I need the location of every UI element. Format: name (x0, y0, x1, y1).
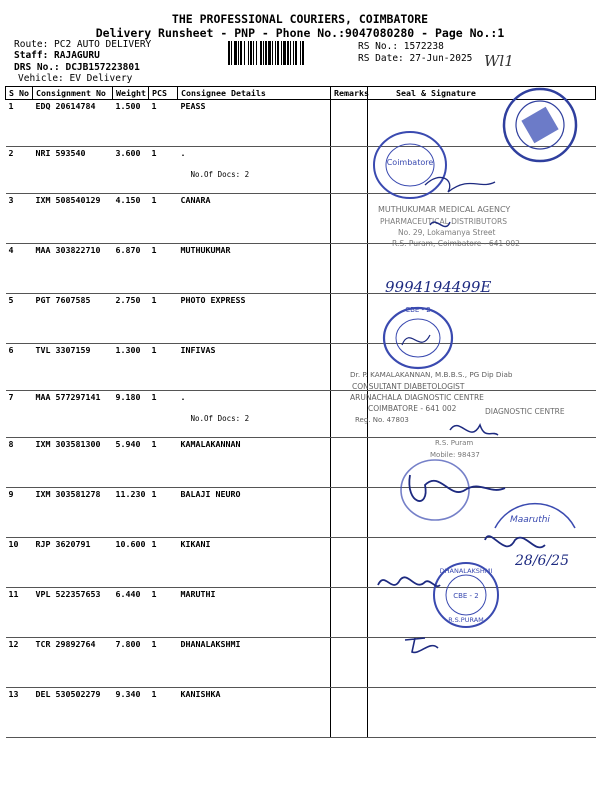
stamp-pharmacy-line4: R.S. Puram, Coimbatore - 641 002 (392, 239, 520, 248)
cell-weight: 5.940 (113, 438, 149, 488)
handwritten-phone: 9994194499E (385, 278, 492, 296)
table-row (6, 194, 596, 244)
rs-date: RS Date: 27-Jun-2025 (358, 53, 473, 64)
cell-consignee: CANARA (178, 194, 331, 244)
table-row (6, 688, 596, 738)
cell-remarks (331, 344, 368, 391)
stamp-maruthi-text: Maaruthi (510, 515, 550, 525)
stamp-doctor-line1: Dr. P. KAMALAKANNAN, M.B.B.S., PG Dip Diab (350, 370, 513, 379)
cell-weight: 11.230 (113, 488, 149, 538)
cell-consignment: VPL 522357653 (33, 588, 113, 638)
cell-consignment: TVL 3307159 (33, 344, 113, 391)
cell-weight: 10.600 (113, 538, 149, 588)
cell-weight: 9.340 (113, 688, 149, 738)
stamp-coimbatore-text: Coimbatore (386, 158, 434, 167)
cell-seal (368, 638, 596, 688)
vehicle-label: Vehicle: EV Delivery (18, 73, 133, 84)
cell-pcs: 1 (149, 344, 178, 391)
cell-consignee: KANISHKA (178, 688, 331, 738)
cell-remarks (331, 688, 368, 738)
stamp-dhanalakshmi-mid: CBE - 2 (453, 592, 479, 600)
stamp-doctor-line2: CONSULTANT DIABETOLOGIST (352, 382, 465, 391)
cell-pcs: 1 (149, 488, 178, 538)
cell-consignee: . No.Of Docs: 2 (178, 147, 331, 194)
cell-sno: 8 (6, 438, 33, 488)
cell-pcs: 1 (149, 638, 178, 688)
cell-sno: 3 (6, 194, 33, 244)
cell-seal (368, 538, 596, 588)
cell-sno: 2 (6, 147, 33, 194)
company-title: THE PROFESSIONAL COURIERS, COIMBATORE (171, 12, 429, 26)
cell-remarks (331, 294, 368, 344)
table-header-row (6, 87, 596, 100)
cell-pcs: 1 (149, 194, 178, 244)
cell-seal (368, 688, 596, 738)
cell-seal (368, 194, 596, 244)
table-row (6, 391, 596, 438)
stamp-doctor-line5: Reg. No. 47803 (355, 416, 409, 424)
cell-seal (368, 147, 596, 194)
stamp-pharmacy-line3: No. 29, Lokamanya Street (398, 228, 496, 237)
docs-note: No.Of Docs: 2 (190, 414, 250, 423)
stamp-neuro-line2: R.S. Puram (435, 439, 474, 447)
cell-pcs: 1 (149, 147, 178, 194)
cell-pcs: 1 (149, 588, 178, 638)
cell-consignee: KAMALAKANNAN (178, 438, 331, 488)
cell-pcs: 1 (149, 100, 178, 147)
cell-seal (368, 588, 596, 638)
cell-weight: 4.150 (113, 194, 149, 244)
table-row (6, 294, 596, 344)
cell-seal (368, 438, 596, 488)
table-row (6, 488, 596, 538)
stamp-infivas-center: CBE - 2 (405, 306, 431, 314)
cell-pcs: 1 (149, 538, 178, 588)
cell-weight: 6.870 (113, 244, 149, 294)
runsheet-table (5, 86, 596, 738)
cell-consignee: INFIVAS (178, 344, 331, 391)
cell-seal (368, 391, 596, 438)
cell-consignee: KIKANI (178, 538, 331, 588)
cell-seal (368, 488, 596, 538)
cell-remarks (331, 588, 368, 638)
stamp-pharmacy-line1: MUTHUKUMAR MEDICAL AGENCY (378, 205, 511, 214)
col-header-sno: S No (6, 87, 33, 100)
cell-consignment: EDQ 20614784 (33, 100, 113, 147)
cell-consignment: RJP 3620791 (33, 538, 113, 588)
table-row (6, 588, 596, 638)
col-header-consignee: Consignee Details (178, 87, 331, 100)
cell-sno: 13 (6, 688, 33, 738)
cell-consignment: IXM 303581300 (33, 438, 113, 488)
cell-pcs: 1 (149, 688, 178, 738)
cell-remarks (331, 100, 368, 147)
table-row (6, 438, 596, 488)
cell-pcs: 1 (149, 294, 178, 344)
cell-consignment: TCR 29892764 (33, 638, 113, 688)
stamp-pharmacy-line2: PHARMACEUTICAL DISTRIBUTORS (380, 217, 508, 226)
table-row (6, 344, 596, 391)
cell-sno: 7 (6, 391, 33, 438)
cell-sno: 6 (6, 344, 33, 391)
table-row (6, 638, 596, 688)
stamp-neuro-line1: DIAGNOSTIC CENTRE (485, 407, 565, 416)
route-label: Route: PC2 AUTO DELIVERY (14, 39, 152, 50)
cell-consignee: MUTHUKUMAR (178, 244, 331, 294)
col-header-pcs: PCS (149, 87, 178, 100)
table-row (6, 147, 596, 194)
cell-sno: 11 (6, 588, 33, 638)
barcode-icon (228, 41, 354, 65)
table-row (6, 538, 596, 588)
cell-weight: 9.180 (113, 391, 149, 438)
cell-consignment: DEL 530502279 (33, 688, 113, 738)
cell-pcs: 1 (149, 244, 178, 294)
cell-pcs: 1 (149, 391, 178, 438)
cell-consignee: DHANALAKSHMI (178, 638, 331, 688)
cell-remarks (331, 538, 368, 588)
cell-seal (368, 294, 596, 344)
staff-label: Staff: RAJAGURU (14, 50, 100, 61)
cell-remarks (331, 638, 368, 688)
cell-seal (368, 100, 596, 147)
col-header-consignment: Consignment No (33, 87, 113, 100)
cell-pcs: 1 (149, 438, 178, 488)
drs-number: DRS No.: DCJB157223801 (14, 62, 140, 73)
cell-consignee: . No.Of Docs: 2 (178, 391, 331, 438)
cell-sno: 9 (6, 488, 33, 538)
cell-consignment: PGT 7607585 (33, 294, 113, 344)
rs-number: RS No.: 1572238 (358, 41, 444, 52)
stamp-doctor-line3: ARUNACHALA DIAGNOSTIC CENTRE (350, 393, 484, 402)
cell-seal (368, 344, 596, 391)
cell-consignment: NRI 593540 (33, 147, 113, 194)
cell-weight: 3.600 (113, 147, 149, 194)
top-right-handwritten-mark: Wl1 (484, 52, 514, 70)
cell-consignment: MAA 303822710 (33, 244, 113, 294)
cell-weight: 1.500 (113, 100, 149, 147)
table-row (6, 244, 596, 294)
cell-weight: 2.750 (113, 294, 149, 344)
handwritten-date: 28/6/25 (515, 553, 569, 569)
cell-seal (368, 244, 596, 294)
cell-remarks (331, 391, 368, 438)
col-header-remarks: Remarks (331, 87, 368, 100)
cell-remarks (331, 194, 368, 244)
cell-consignee: PHOTO EXPRESS (178, 294, 331, 344)
cell-remarks (331, 488, 368, 538)
stamp-dhanalakshmi-bottom: R.S.PURAM (448, 616, 484, 624)
cell-sno: 5 (6, 294, 33, 344)
cell-sno: 4 (6, 244, 33, 294)
cell-sno: 1 (6, 100, 33, 147)
col-header-weight: Weight (113, 87, 149, 100)
runsheet-title: Delivery Runsheet - PNP - Phone No.:9047080280 - Page No.:1 (95, 26, 505, 40)
cell-weight: 6.440 (113, 588, 149, 638)
stamp-doctor-line4: COIMBATORE - 641 002 (368, 404, 457, 413)
cell-consignment: IXM 508540129 (33, 194, 113, 244)
stamp-dhanalakshmi-top: DHANALAKSHMI (439, 567, 493, 575)
cell-consignment: MAA 577297141 (33, 391, 113, 438)
cell-consignment: IXM 303581278 (33, 488, 113, 538)
docs-note: No.Of Docs: 2 (190, 170, 250, 179)
cell-consignee: BALAJI NEURO (178, 488, 331, 538)
cell-sno: 10 (6, 538, 33, 588)
cell-weight: 7.800 (113, 638, 149, 688)
cell-consignee: MARUTHI (178, 588, 331, 638)
col-header-seal: Seal & Signature (368, 87, 596, 100)
cell-remarks (331, 438, 368, 488)
cell-remarks (331, 244, 368, 294)
table-row (6, 100, 596, 147)
cell-weight: 1.300 (113, 344, 149, 391)
cell-sno: 12 (6, 638, 33, 688)
cell-consignee: PEASS (178, 100, 331, 147)
cell-remarks (331, 147, 368, 194)
stamp-neuro-line3: Mobile: 98437 (430, 451, 480, 459)
